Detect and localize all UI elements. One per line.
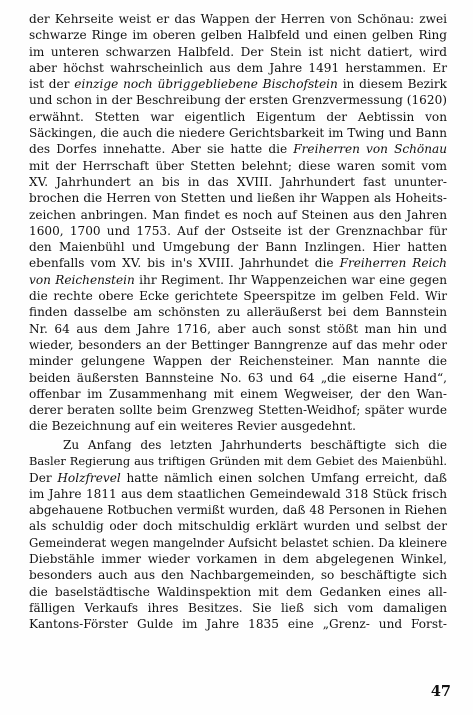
text-line: ist der einzige noch übriggebliebene Bischofstein in diesem Bezirk [29, 77, 448, 92]
text-line: der Kehrseite weist er das Wappen der Herren von Schönau: zwei [29, 12, 447, 26]
text-line: besonders auch aus den Nachbargemeinden, so beschäftigte sich [29, 568, 447, 583]
text-line: mit der Herrschaft über Stetten belehnt; diese waren somit vom [29, 158, 447, 173]
text-line: zeichen anbringen. Man findet es noch auf Steinen aus den Jahren [29, 207, 447, 222]
paragraph-2 [29, 437, 447, 633]
text-line: beiden äußersten Bannsteine No. 63 und 64 „die eiserne Hand“, [29, 370, 447, 385]
text-line: im Jahre 1811 aus dem staatlichen Gemeindewald 318 Stück frisch [29, 486, 447, 501]
text-line: Der Holzfrevel hatte nämlich einen solchen Umfang erreicht, daß [29, 470, 448, 485]
text-line: als schuldig oder doch mitschuldig erklärt wurden und selbst der [29, 519, 447, 534]
text-line: Säckingen, die auch die niedere Gerichtsbarkeit im Twing und Bann [29, 126, 447, 141]
text-line: 1600, 1700 und 1753. Auf der Ostseite ist der Grenznachbar für [29, 223, 447, 238]
text-line: Basler Regierung aus triftigen Gründen mit dem Gebiet des Maienbühl. [29, 454, 447, 469]
text-line: offenbar im Zusammenhang mit einem Wegweiser, der den Wan- [29, 386, 447, 401]
text-line: die Bezeichnung auf ein weiteres Revier ausgedehnt. [29, 419, 356, 434]
text-line: wieder, besonders an der Bettinger Banngrenze auf das mehr oder [29, 337, 447, 352]
text-line: XV. Jahrhundert an bis in das XVIII. Jahrhundert fast ununter- [29, 174, 447, 189]
text-line: derer beraten sollte beim Grenzweg Stetten-Weidhof; später wurde [29, 403, 447, 418]
page-number: 47 [430, 683, 451, 700]
text-line: des Dorfes innehatte. Aber sie hatte die Freiherren von Schönau [29, 142, 447, 157]
text-line: im unteren schwarzen Halbfeld. Der Stein ist nicht datiert, wird [29, 44, 447, 59]
text-line: die rechte obere Ecke gerichtete Speerspitze im gelben Feld. Wir [29, 289, 447, 304]
text-line: den Maienbühl und Umgebung der Bann Inzlingen. Hier hatten [29, 240, 447, 255]
text-line: Zu Anfang des letzten Jahrhunderts beschäftigte sich die [63, 438, 447, 452]
text-line: die baselstädtische Waldinspektion mit dem Gedanken eines all- [29, 584, 447, 599]
text-line: abgehauene Rotbuchen vermißt wurden, daß 48 Personen in Riehen [29, 503, 447, 518]
emphasized-text: Holzfrevel [57, 470, 121, 485]
text-line: erwähnt. Stetten war eigentlich Eigentum der Aebtissin von [29, 109, 447, 124]
text-line: von Reichenstein ihr Regiment. Ihr Wappenzeichen war eine gegen [29, 272, 447, 287]
text-line: Diebstähle immer wieder vorkamen in dem abgelegenen Winkel, [29, 552, 447, 567]
text-line: Gemeinderat wegen mangelnder Aufsicht belastet schien. Da kleinere [29, 535, 447, 550]
text-line: finden dasselbe am schönsten zu alleräußerst bei dem Bannstein [29, 305, 447, 320]
text-line: und schon in der Beschreibung der ersten Grenzvermessung (1620) [29, 93, 447, 108]
text-line: ebenfalls vom XV. bis in's XVIII. Jahrhundet die Freiherren Reich [29, 256, 447, 271]
text-line: Kantons-Förster Gulde im Jahre 1835 eine „Grenz- und Forst- [29, 617, 447, 632]
text-line: aber höchst wahrscheinlich aus dem Jahre 1491 herstammen. Er [29, 60, 447, 75]
emphasized-text: einzige noch übriggebliebene Bischofstein [74, 77, 338, 92]
paragraph-1 [29, 11, 447, 435]
emphasized-text: Freiherren Reich [339, 256, 447, 271]
emphasized-text: von Reichenstein [29, 272, 135, 287]
text-line: brochen die Herren von Stetten und ließen ihr Wappen als Hoheits- [29, 191, 447, 206]
text-line: Nr. 64 aus dem Jahre 1716, aber auch sonst stößt man hin und [29, 321, 447, 336]
text-line: schwarze Ringe im oberen gelben Halbfeld und einen gelben Ring [29, 28, 447, 43]
text-line: minder gelungene Wappen der Reichensteiner. Man nannte die [29, 354, 447, 369]
text-line: fälligen Verkaufs ihres Besitzes. Sie ließ sich vom damaligen [29, 600, 447, 615]
emphasized-text: Freiherren von Schönau [293, 142, 447, 157]
